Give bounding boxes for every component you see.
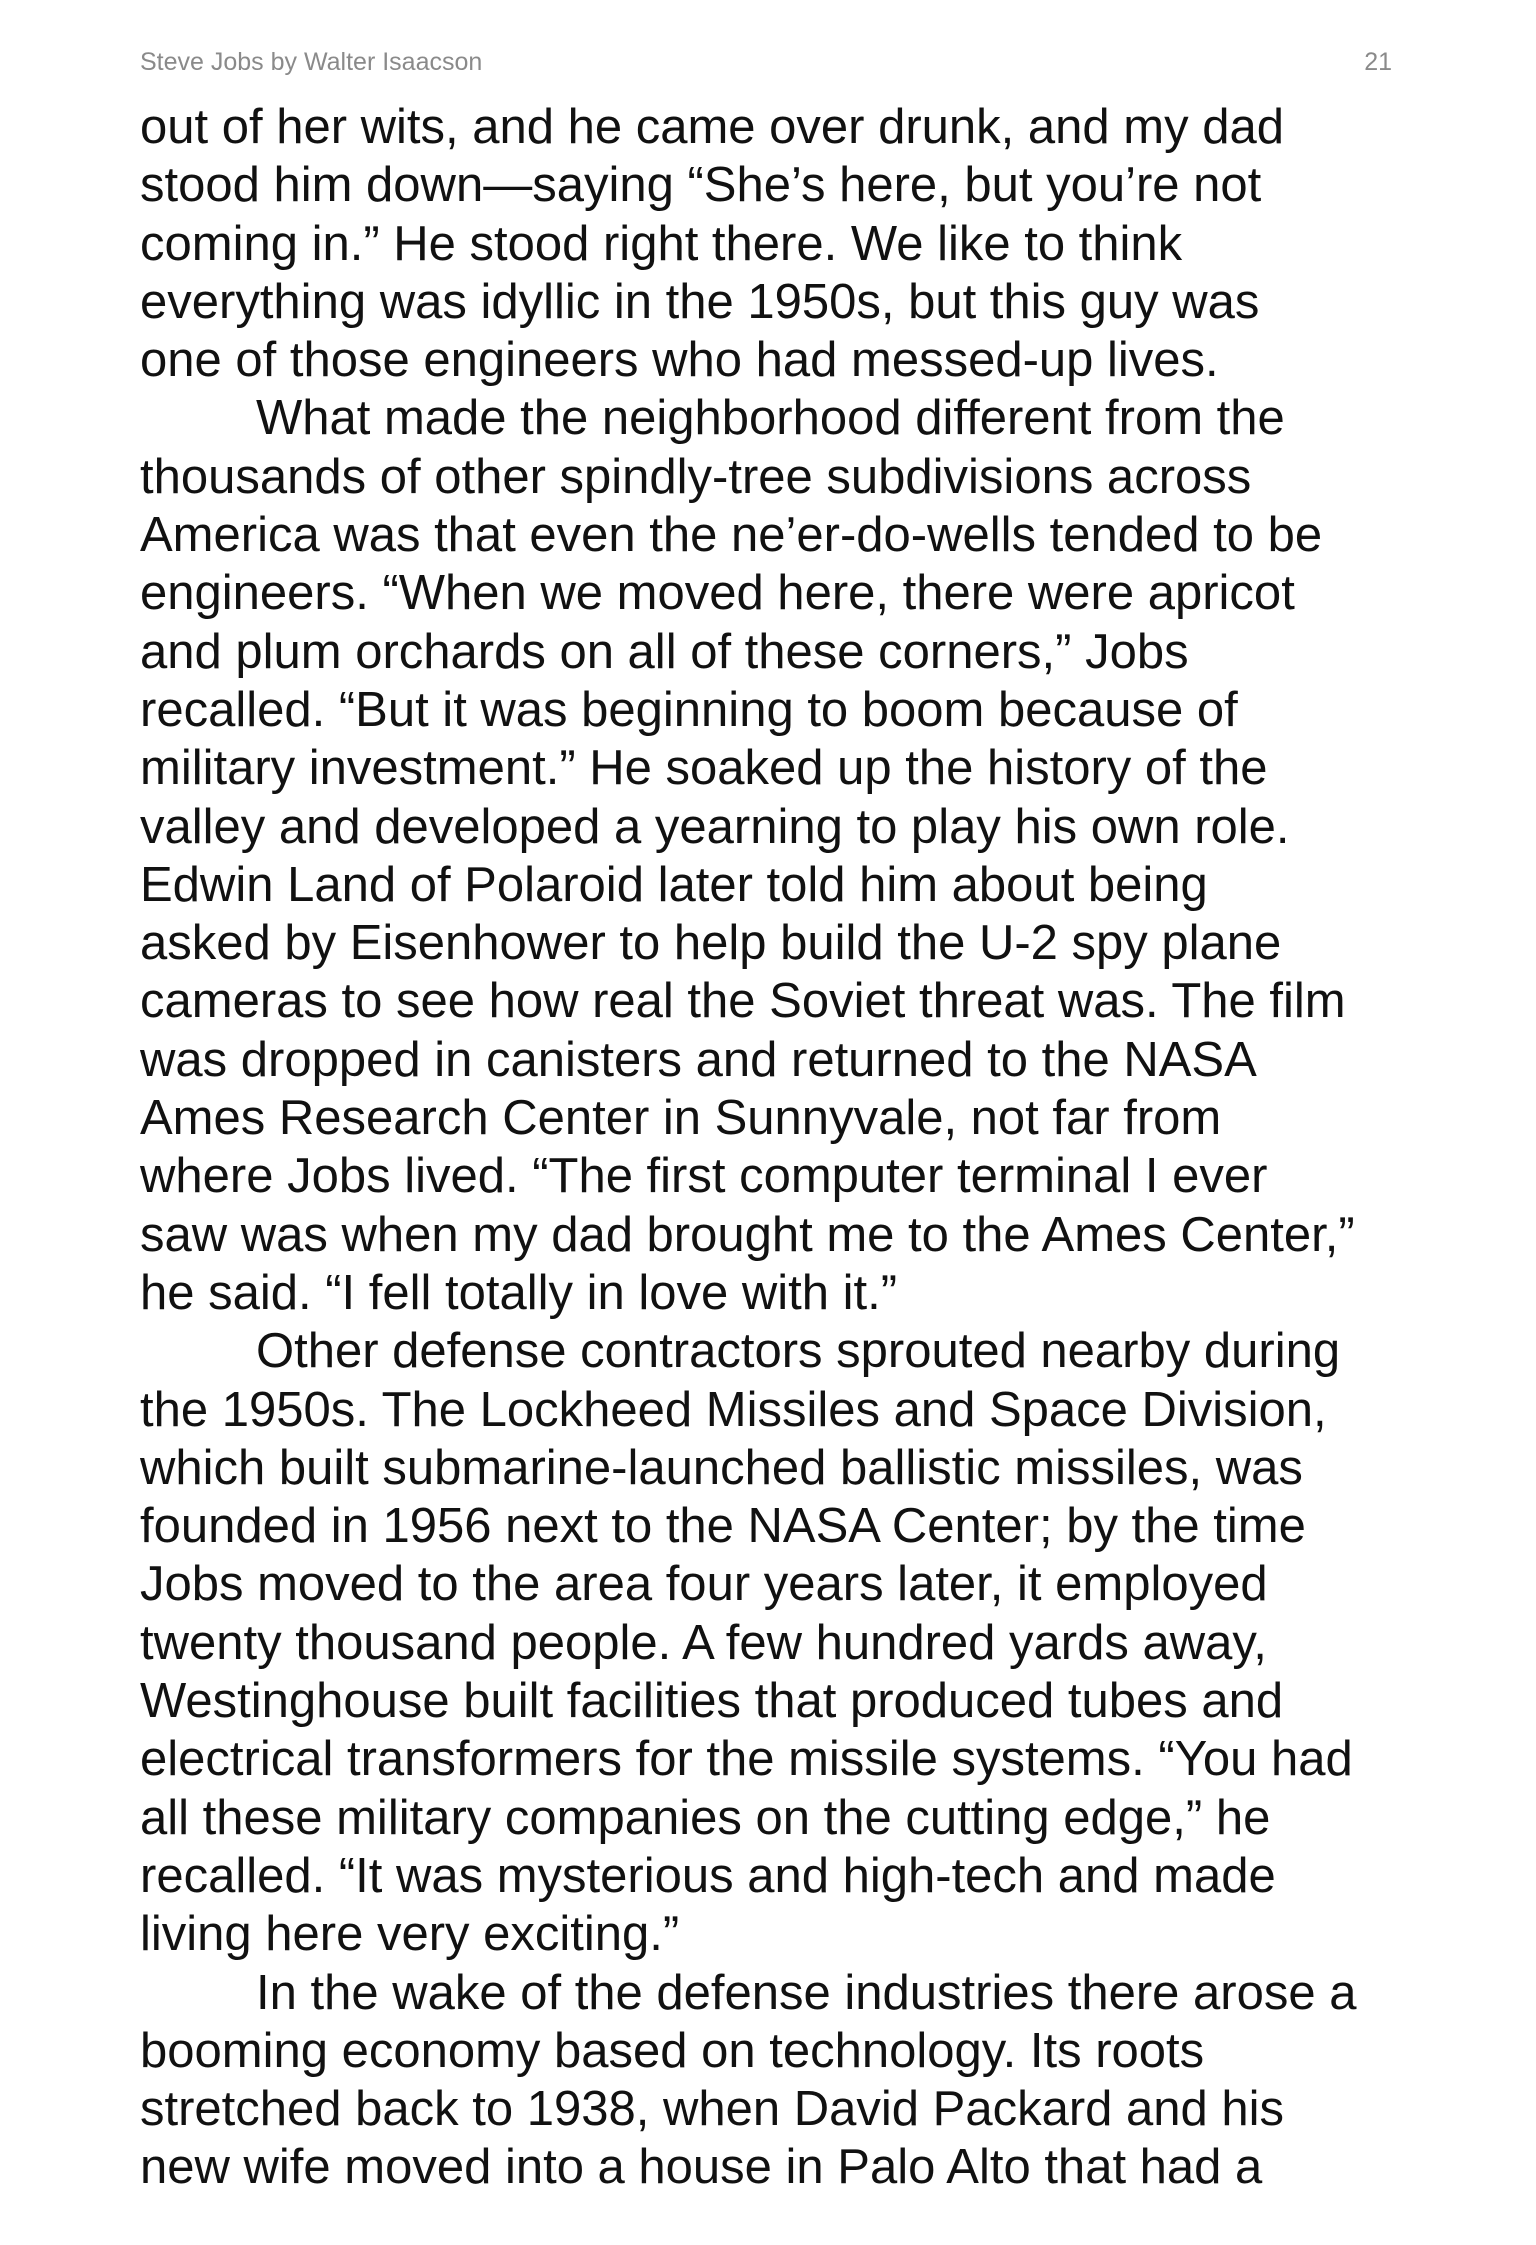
paragraph-first-line: Other defense contractors sprouted nearby during xyxy=(256,1324,1341,1379)
text-line: twenty thousand people. A few hundred yards away, xyxy=(140,1615,1267,1670)
text-line: which built submarine-launched ballistic missiles, was xyxy=(140,1440,1303,1495)
text-line: was dropped in canisters and returned to the NASA xyxy=(140,1032,1257,1087)
text-line: out of her wits, and he came over drunk, and my dad xyxy=(140,100,1284,154)
text-line: asked by Eisenhower to help build the U-2 spy plane xyxy=(140,916,1282,971)
text-line: recalled. “It was mysterious and high-tech and made xyxy=(140,1848,1276,1903)
text-line: saw was when my dad brought me to the Ames Center,” xyxy=(140,1207,1355,1262)
text-line: stood him down—saying “She’s here, but you’re not xyxy=(140,158,1262,213)
text-line: one of those engineers who had messed-up lives. xyxy=(140,333,1219,388)
text-line: Ames Research Center in Sunnyvale, not far from xyxy=(140,1091,1222,1146)
text-line: engineers. “When we moved here, there were apricot xyxy=(140,566,1295,621)
text-line: he said. “I fell totally in love with it.” xyxy=(140,1265,898,1320)
text-line: thousands of other spindly-tree subdivisions across xyxy=(140,449,1252,504)
text-line: stretched back to 1938, when David Packard and his xyxy=(140,2082,1285,2137)
text-line: cameras to see how real the Soviet threat was. The film xyxy=(140,974,1346,1029)
text-line: Edwin Land of Polaroid later told him about being xyxy=(140,857,1208,912)
text-line: living here very exciting.” xyxy=(140,1907,680,1962)
text-line: founded in 1956 next to the NASA Center; by the time xyxy=(140,1499,1306,1554)
text-line: the 1950s. The Lockheed Missiles and Space Division, xyxy=(140,1382,1327,1437)
text-line: recalled. “But it was beginning to boom because of xyxy=(140,682,1238,737)
text-line: America was that even the ne’er-do-wells tended to be xyxy=(140,508,1323,563)
text-line: electrical transformers for the missile systems. “You had xyxy=(140,1732,1353,1787)
text-line: Jobs moved to the area four years later, it employed xyxy=(140,1557,1268,1612)
text-line: coming in.” He stood right there. We like to think xyxy=(140,216,1183,271)
text-line: and plum orchards on all of these corners,” Jobs xyxy=(140,624,1189,679)
text-line: all these military companies on the cutting edge,” he xyxy=(140,1790,1271,1845)
text-line: new wife moved into a house in Palo Alto that had a xyxy=(140,2140,1263,2195)
text-line: military investment.” He soaked up the history of the xyxy=(140,741,1268,796)
text-line: where Jobs lived. “The first computer terminal I ever xyxy=(140,1149,1268,1204)
body-text xyxy=(140,98,1396,2197)
text-line: everything was idyllic in the 1950s, but this guy was xyxy=(140,274,1260,329)
book-title: Steve Jobs by Walter Isaacson xyxy=(140,48,483,76)
paragraph-first-line: What made the neighborhood different from the xyxy=(256,391,1285,446)
text-line: valley and developed a yearning to play his own role. xyxy=(140,799,1290,854)
text-line: booming economy based on technology. Its roots xyxy=(140,2023,1205,2078)
running-header xyxy=(140,48,1392,82)
paragraph-first-line: In the wake of the defense industries there arose a xyxy=(256,1965,1357,2020)
text-line: Westinghouse built facilities that produced tubes and xyxy=(140,1674,1284,1729)
page-number: 21 xyxy=(1364,48,1392,76)
